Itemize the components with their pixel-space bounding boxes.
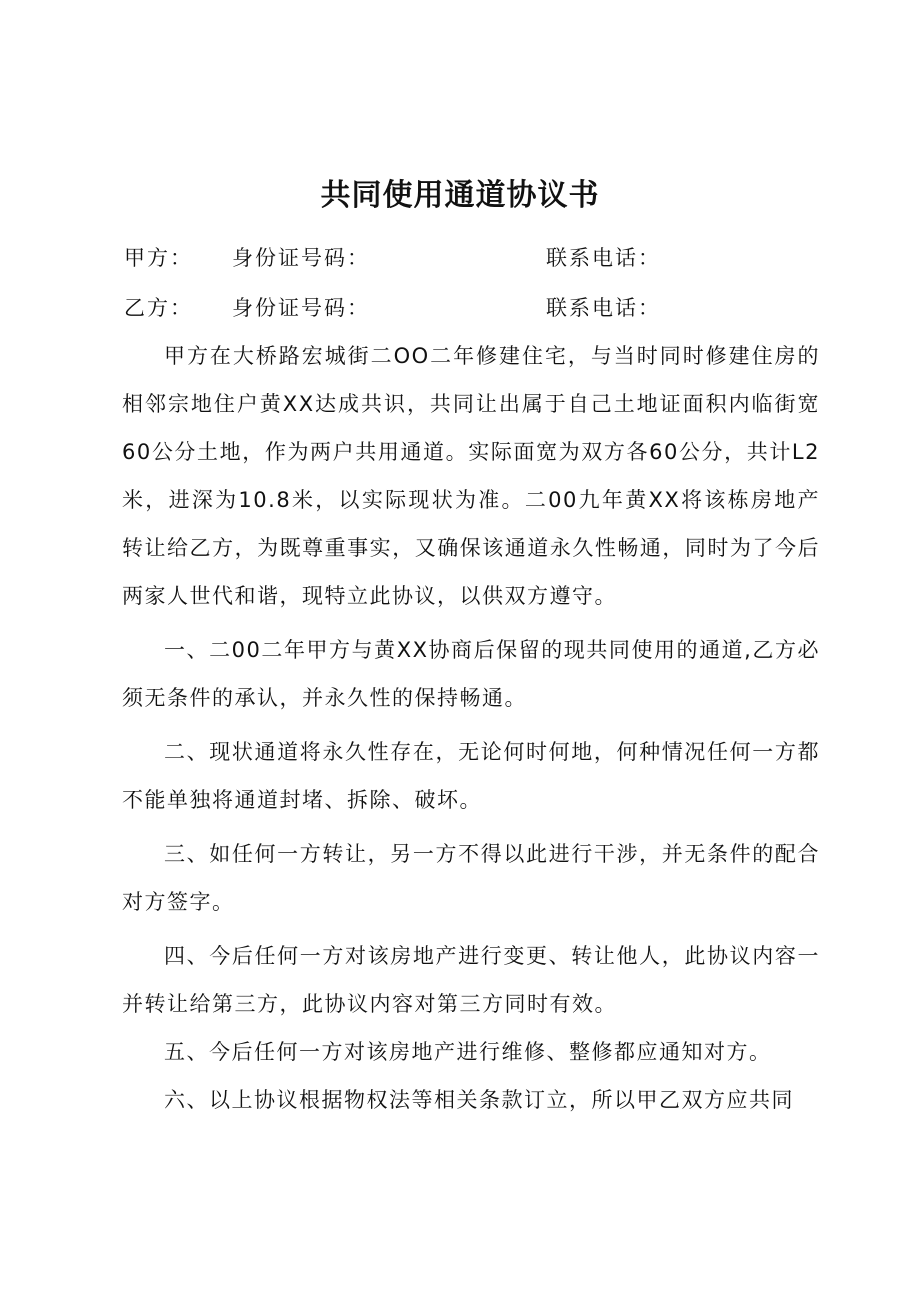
party-b-id-label: 身份证号码： bbox=[232, 296, 370, 320]
party-a-label: 甲方： bbox=[124, 246, 193, 270]
party-b-phone-label: 联系电话： bbox=[546, 296, 661, 320]
clause-paragraph: 三、如任何一方转让，另一方不得以此进行干涉，并无条件的配合对方签字。 bbox=[122, 842, 820, 914]
document-title: 共同使用通道协议书 bbox=[320, 178, 600, 213]
clause-paragraph: 六、以上协议根据物权法等相关条款订立，所以甲乙双方应共同 bbox=[164, 1088, 794, 1112]
clause-paragraph: 四、今后任何一方对该房地产进行变更、转让他人，此协议内容一并转让给第三方，此协议内容对第三方同时有效。 bbox=[122, 944, 820, 1016]
party-b-label: 乙方： bbox=[124, 296, 193, 320]
clause-paragraph: 五、今后任何一方对该房地产进行维修、整修都应通知对方。 bbox=[164, 1040, 772, 1064]
clause-paragraph: 一、二00二年甲方与黄XX协商后保留的现共同使用的通道,乙方必须无条件的承认，并永久性的保持畅通。 bbox=[122, 638, 820, 710]
party-a-phone-label: 联系电话： bbox=[546, 246, 661, 270]
agreement-body bbox=[122, 332, 820, 1124]
preamble-paragraph: 甲方在大桥路宏城街二OO二年修建住宅，与当时同时修建住房的相邻宗地住户黄XX达成共识，共同让出属于自己土地证面积内临街宽60公分土地，作为两户共用通道。实际面宽为双方各60公分，共计L2米，进深为10.8米，以实际现状为准。二00九年黄XX将该栋房地产转让给乙方，为既尊重事实，又确保该通道永久性畅通，同时为了今后两家人世代和谐，现特立此协议，以供双方遵守。 bbox=[122, 344, 820, 608]
party-a-id-label: 身份证号码： bbox=[232, 246, 370, 270]
clause-paragraph: 二、现状通道将永久性存在，无论何时何地，何种情况任何一方都不能单独将通道封堵、拆除、破坏。 bbox=[122, 740, 820, 812]
